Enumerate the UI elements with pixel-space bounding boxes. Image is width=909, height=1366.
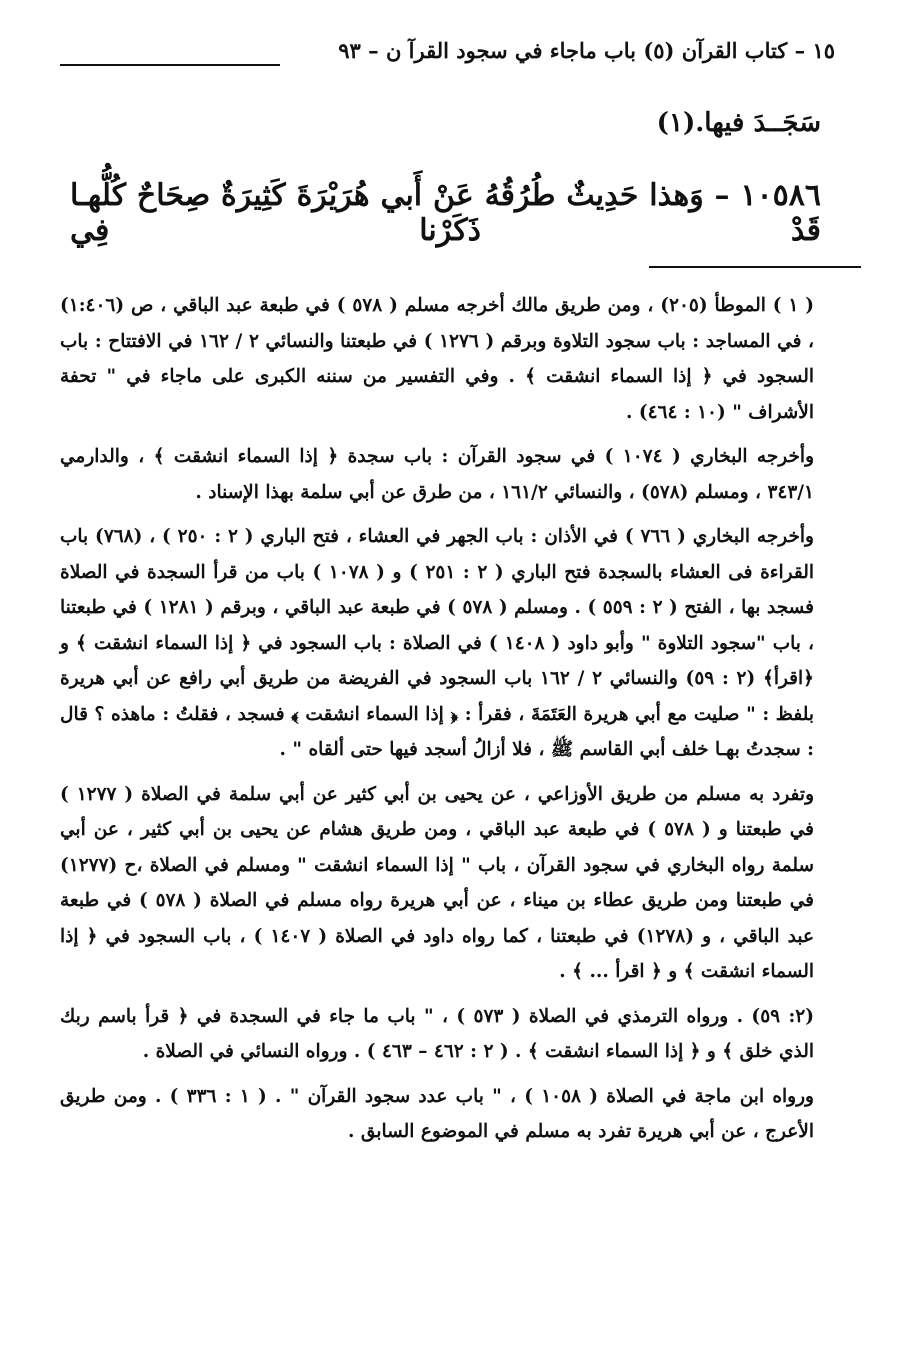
footnote-paragraph: وتفرد به مسلم من طريق الأوزاعي ، عن يحيى بن أبي كثير عن أبي سلمة في الصلاة ( ١٢٧٧ ) في طبعتنا و ( ٥٧٨ ) في طبعة عبد الباقي ، ومن طريق هشام عن يحيى بن أبي كثير ، عن أبي سلمة رواه البخاري في سجود القرآن ، باب " إذا السماء انشقت " ومسلم في الصلاة ،ح (١٢٧٧) في طبعتنا ومن طريق عطاء بن ميناء ، عن أبي هريرة رواه مسلم في الصلاة ( ٥٧٨ ) في طبعة عبد الباقي ، و (١٢٧٨) في طبعتنا ، كما رواه داود في الصلاة ( ١٤٠٧ ) ، باب السجود في ﴿ إذا السماء انشقت ﴾ و ﴿ اقرأ ... ﴾ . [60,783,815,982]
footnotes [60,288,814,1159]
page-header [60,30,835,80]
footnote-paragraph: (٢: ٥٩) . ورواه الترمذي في الصلاة ( ٥٧٣ ) ، " باب ما جاء في السجدة في ﴿ قرأ باسم ربك الذي خلق ﴾ و ﴿ إذا السماء انشقت ﴾ . ( ٢ : ٤٦٢ – ٤٦٣ ) . ورواه النسائي في الصلاة . [60,1005,814,1062]
footnote-paragraph: وأخرجه البخاري ( ١٠٧٤ ) في سجود القرآن : باب سجدة ﴿ إذا السماء انشقت ﴾ ، والدارمي ٣٤٣/١ ، ومسلم (٥٧٨) ، والنسائي ١٦١/٢ ، من طرق عن أبي سلمة بهذا الإسناد . [60,446,815,503]
footnote-paragraph: ( ١ ) الموطأ (٢٠٥) ، ومن طريق مالك أخرجه مسلم ( ٥٧٨ ) في طبعة عبد الباقي ، ص (١:٤٠٦) ، في المساجد : باب سجود التلاوة وبرقم ( ١٢٧٦ ) في طبعتنا والنسائي ٢ / ١٦٢ في الافتتاح : باب السجود في ﴿ إذا السماء انشقت ﴾ . وفي التفسير من سننه الكبرى على ماجاء في " تحفة الأشراف " (١٠ : ٤٦٤) . [60,295,815,423]
footnote-paragraph: ورواه ابن ماجة في الصلاة ( ١٠٥٨ ) ، " باب عدد سجود القرآن " . ( ١ : ٣٣٦ ) . ومن طريق الأعرج ، عن أبي هريرة تفرد به مسلم في الموضوع السابق . [60,1085,814,1142]
footnote-paragraph: وأخرجه البخاري ( ٧٦٦ ) في الأذان : باب الجهر في العشاء ، فتح الباري ( ٢ : ٢٥٠ ) ، (٧٦٨) باب القراءة فى العشاء بالسجدة فتح الباري ( ٢ : ٢٥١ ) و ( ١٠٧٨ ) باب من قرأ السجدة في الصلاة فسجد بها ، الفتح ( ٢ : ٥٥٩ ) . ومسلم ( ٥٧٨ ) في طبعة عبد الباقي ، وبرقم ( ١٢٨١ ) في طبعتنا ، باب "سجود التلاوة " وأبو داود ( ١٤٠٨ ) في الصلاة : باب السجود في ﴿ إذا السماء انشقت ﴾ و ﴿اقرأ﴾ (٢ : ٥٩) والنسائي ٢ / ١٦٢ باب السجود في الفريضة من طريق أبي رافع عن أبي هريرة بلفظ : " صليت مع أبي هريرة العَتَمَةَ ، فقرأ : ﴿ إذا السماء انشقت ﴾ فسجد ، فقلتُ : ماهذه ؟ قال : سجدتُ بهـا خلف أبي القاسم ﷺ ، فلا أزالُ أسجد فيها حتى ألقاه " . [60,526,814,760]
main-text-line-1: سَجَــدَ فيها.(١) [656,108,821,138]
header-rule [60,64,280,66]
footnote-separator [649,266,861,268]
running-head: ١٥ – كتاب القرآن (٥) باب ماجاء في سجود القرآ ن – ٩٣ [338,38,835,63]
main-text-line-2: ١٠٥٨٦ – وَهذا حَدِيثٌ طُرُقُهُ عَنْ أَبي هُرَيْرَةَ كَثِيرَةٌ صِحَاحٌ كُلُّهـا قَدْ ذَكَرْنا فِي [70,178,821,248]
